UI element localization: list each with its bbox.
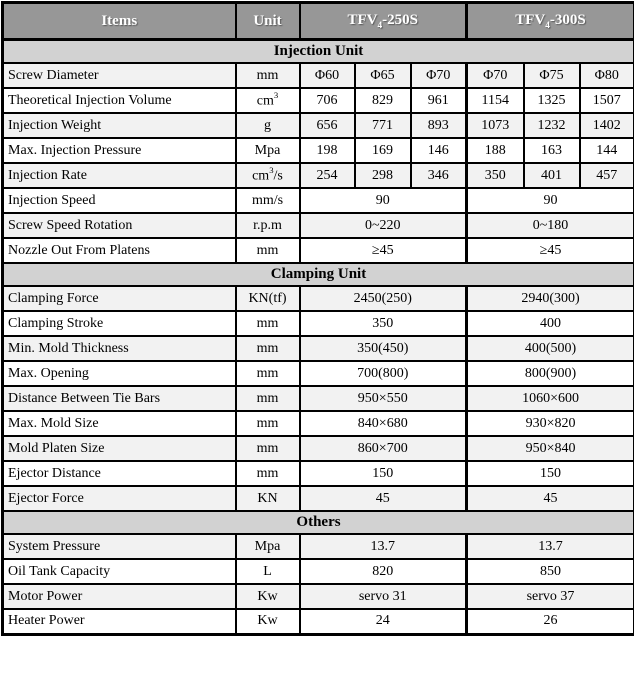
section-clamping-unit [3, 263, 634, 511]
model-name-suffix: -250S [382, 11, 418, 28]
table-row [3, 411, 634, 436]
column-header-items: Items [3, 3, 236, 40]
value-cell: 1402 [580, 113, 634, 138]
section-title: Others [3, 511, 634, 534]
value-cell: 1325 [524, 88, 580, 113]
table-row [3, 461, 634, 486]
value-cell: Φ60 [300, 63, 355, 88]
column-header-unit: Unit [236, 3, 300, 40]
unit-superscript: 3 [273, 90, 279, 101]
unit-cell [236, 311, 300, 336]
item-cell: System Pressure [3, 534, 236, 559]
table-row [3, 609, 634, 634]
value-cell: 254 [300, 163, 355, 188]
value-cell: 930×820 [467, 411, 634, 436]
value-cell: 26 [467, 609, 634, 634]
model-name-suffix: -300S [549, 11, 586, 28]
column-header-model-300s [467, 3, 634, 40]
table-row [3, 163, 634, 188]
unit-cell [236, 138, 300, 163]
unit-cell [236, 584, 300, 609]
unit-text: mm [256, 242, 279, 258]
unit-cell [236, 88, 300, 113]
item-cell: Distance Between Tie Bars [3, 386, 236, 411]
value-cell: 400(500) [467, 336, 634, 361]
value-cell: 829 [355, 88, 411, 113]
unit-text: mm/s [251, 192, 284, 208]
value-cell: 656 [300, 113, 355, 138]
unit-text: mm [256, 415, 279, 431]
section-others [3, 511, 634, 634]
value-cell: 840×680 [300, 411, 467, 436]
value-cell: 298 [355, 163, 411, 188]
value-cell: ≥45 [300, 238, 467, 263]
value-cell: Φ80 [580, 63, 634, 88]
value-cell: 346 [411, 163, 467, 188]
item-cell: Heater Power [3, 609, 236, 634]
value-cell: 401 [524, 163, 580, 188]
value-cell: 860×700 [300, 436, 467, 461]
unit-text: Kw [257, 588, 278, 604]
item-cell: Motor Power [3, 584, 236, 609]
table-row [3, 213, 634, 238]
table-row [3, 286, 634, 311]
section-header-row [3, 40, 634, 64]
value-cell: 820 [300, 559, 467, 584]
model-name-subscript: 4 [377, 20, 383, 31]
value-cell: servo 31 [300, 584, 467, 609]
item-cell: Ejector Force [3, 486, 236, 511]
unit-text: mm [256, 67, 279, 83]
spec-table [1, 1, 634, 636]
unit-superscript: 3 [269, 165, 274, 176]
value-cell: servo 37 [467, 584, 634, 609]
value-cell: 144 [580, 138, 634, 163]
unit-text: L [263, 563, 272, 579]
table-row [3, 361, 634, 386]
table-row [3, 238, 634, 263]
value-cell: 169 [355, 138, 411, 163]
unit-text: mm [256, 365, 279, 381]
value-cell: Φ75 [524, 63, 580, 88]
section-header-row [3, 511, 634, 534]
unit-text: cm [252, 168, 270, 184]
table-row [3, 386, 634, 411]
unit-cell [236, 609, 300, 634]
section-title: Injection Unit [3, 40, 634, 64]
item-cell: Max. Mold Size [3, 411, 236, 436]
unit-text: cm [256, 93, 274, 109]
table-row [3, 534, 634, 559]
value-cell: 1073 [467, 113, 524, 138]
value-cell: 13.7 [300, 534, 467, 559]
model-name-prefix: TFV [515, 11, 546, 28]
unit-cell [236, 436, 300, 461]
item-cell: Injection Speed [3, 188, 236, 213]
item-cell: Injection Rate [3, 163, 236, 188]
item-cell: Theoretical Injection Volume [3, 88, 236, 113]
value-cell: 0~180 [467, 213, 634, 238]
item-cell: Ejector Distance [3, 461, 236, 486]
value-cell: 893 [411, 113, 467, 138]
table-row [3, 336, 634, 361]
value-cell: 45 [300, 486, 467, 511]
value-cell: 400 [467, 311, 634, 336]
value-cell: 2450(250) [300, 286, 467, 311]
unit-text: mm [256, 390, 279, 406]
unit-text: Mpa [254, 538, 281, 554]
unit-text: mm [256, 340, 279, 356]
unit-cell [236, 188, 300, 213]
unit-cell [236, 559, 300, 584]
value-cell: 961 [411, 88, 467, 113]
unit-cell [236, 461, 300, 486]
unit-text: KN(tf) [248, 290, 287, 306]
value-cell: 1507 [580, 88, 634, 113]
unit-text: g [264, 117, 271, 133]
unit-text-after: /s [273, 168, 283, 184]
value-cell: 1060×600 [467, 386, 634, 411]
table-row [3, 486, 634, 511]
value-cell: 146 [411, 138, 467, 163]
value-cell: 350(450) [300, 336, 467, 361]
value-cell: 90 [467, 188, 634, 213]
value-cell: ≥45 [467, 238, 634, 263]
value-cell: 800(900) [467, 361, 634, 386]
value-cell: 350 [467, 163, 524, 188]
unit-cell [236, 163, 300, 188]
value-cell: 150 [300, 461, 467, 486]
item-cell: Injection Weight [3, 113, 236, 138]
item-cell: Nozzle Out From Platens [3, 238, 236, 263]
unit-text: r.p.m [253, 217, 282, 233]
unit-text: mm [256, 465, 279, 481]
value-cell: 950×840 [467, 436, 634, 461]
unit-cell [236, 213, 300, 238]
value-cell: 950×550 [300, 386, 467, 411]
value-cell: Φ70 [411, 63, 467, 88]
item-cell: Oil Tank Capacity [3, 559, 236, 584]
value-cell: 1154 [467, 88, 524, 113]
value-cell: 771 [355, 113, 411, 138]
value-cell: 150 [467, 461, 634, 486]
item-cell: Clamping Force [3, 286, 236, 311]
model-name-subscript: 4 [545, 20, 550, 31]
value-cell: 1232 [524, 113, 580, 138]
unit-text: mm [256, 315, 279, 331]
value-cell: Φ70 [467, 63, 524, 88]
unit-text: mm [256, 440, 279, 456]
table-header [3, 3, 634, 40]
column-header-model-250s [300, 3, 467, 40]
value-cell: 850 [467, 559, 634, 584]
section-title: Clamping Unit [3, 263, 634, 286]
item-cell: Screw Speed Rotation [3, 213, 236, 238]
table-row [3, 559, 634, 584]
table-row [3, 113, 634, 138]
item-cell: Mold Platen Size [3, 436, 236, 461]
unit-text: KN [257, 490, 278, 506]
value-cell: 700(800) [300, 361, 467, 386]
value-cell: 0~220 [300, 213, 467, 238]
table-row [3, 188, 634, 213]
unit-cell [236, 336, 300, 361]
value-cell: 188 [467, 138, 524, 163]
item-cell: Clamping Stroke [3, 311, 236, 336]
value-cell: 350 [300, 311, 467, 336]
table-row [3, 311, 634, 336]
unit-cell [236, 386, 300, 411]
section-header-row [3, 263, 634, 286]
item-cell: Screw Diameter [3, 63, 236, 88]
unit-cell [236, 286, 300, 311]
value-cell: Φ65 [355, 63, 411, 88]
section-injection-unit [3, 40, 634, 264]
unit-cell [236, 361, 300, 386]
table-row [3, 584, 634, 609]
table-row [3, 138, 634, 163]
value-cell: 198 [300, 138, 355, 163]
unit-text: Mpa [254, 142, 281, 158]
value-cell: 45 [467, 486, 634, 511]
item-cell: Min. Mold Thickness [3, 336, 236, 361]
unit-cell [236, 486, 300, 511]
table-row [3, 63, 634, 88]
unit-cell [236, 63, 300, 88]
value-cell: 13.7 [467, 534, 634, 559]
item-cell: Max. Opening [3, 361, 236, 386]
unit-cell [236, 238, 300, 263]
value-cell: 163 [524, 138, 580, 163]
value-cell: 706 [300, 88, 355, 113]
header-row [3, 3, 634, 40]
model-name-prefix: TFV [347, 11, 378, 28]
table-row [3, 436, 634, 461]
unit-cell [236, 411, 300, 436]
value-cell: 90 [300, 188, 467, 213]
value-cell: 2940(300) [467, 286, 634, 311]
unit-cell [236, 113, 300, 138]
table-row [3, 88, 634, 113]
item-cell: Max. Injection Pressure [3, 138, 236, 163]
unit-cell [236, 534, 300, 559]
value-cell: 24 [300, 609, 467, 634]
unit-text: Kw [257, 613, 278, 629]
value-cell: 457 [580, 163, 634, 188]
